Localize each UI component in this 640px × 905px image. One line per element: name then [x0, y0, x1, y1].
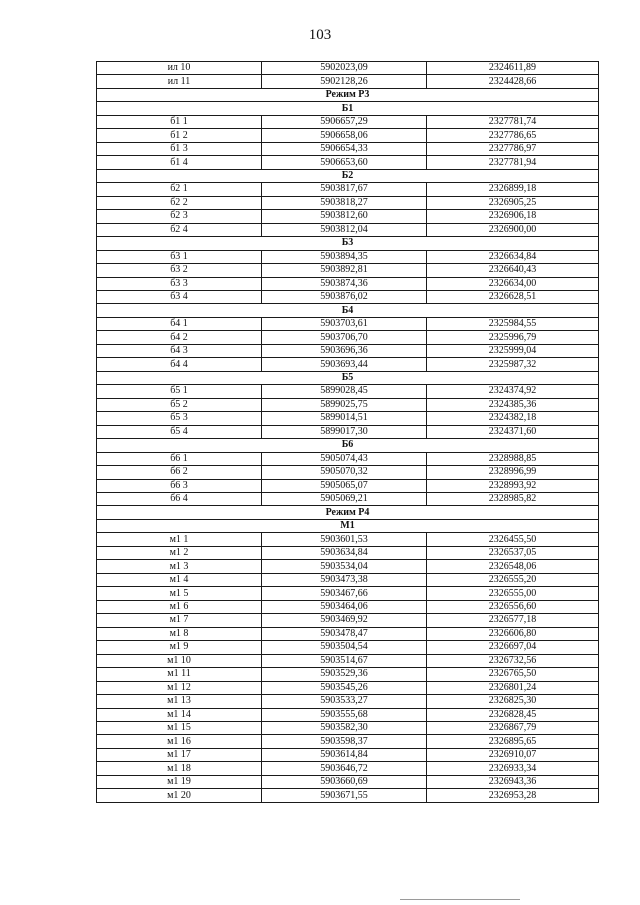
section-header-row — [97, 102, 599, 115]
table-row — [97, 466, 599, 479]
table-row — [97, 573, 599, 586]
x-coordinate-cell: 5902128,26 — [262, 75, 427, 88]
x-coordinate-cell: 5903671,55 — [262, 789, 427, 802]
y-coordinate-cell: 2326548,06 — [427, 560, 599, 573]
point-name-cell: б5 4 — [97, 425, 262, 438]
coordinates-table — [96, 61, 599, 803]
x-coordinate-cell: 5903876,02 — [262, 290, 427, 303]
y-coordinate-cell: 2326555,00 — [427, 587, 599, 600]
y-coordinate-cell: 2327781,74 — [427, 115, 599, 128]
x-coordinate-cell: 5902023,09 — [262, 62, 427, 75]
point-name-cell: м1 10 — [97, 654, 262, 667]
section-header-row — [97, 506, 599, 519]
page-number: 103 — [308, 27, 332, 43]
y-coordinate-cell: 2324385,36 — [427, 398, 599, 411]
point-name-cell: м1 8 — [97, 627, 262, 640]
x-coordinate-cell: 5903646,72 — [262, 762, 427, 775]
point-name-cell: ил 10 — [97, 62, 262, 75]
y-coordinate-cell: 2327786,65 — [427, 129, 599, 142]
coordinates-table-body — [97, 62, 599, 803]
x-coordinate-cell: 5903464,06 — [262, 600, 427, 613]
x-coordinate-cell: 5903478,47 — [262, 627, 427, 640]
y-coordinate-cell: 2325987,32 — [427, 358, 599, 371]
point-name-cell: б1 3 — [97, 142, 262, 155]
x-coordinate-cell: 5903812,04 — [262, 223, 427, 236]
y-coordinate-cell: 2326455,50 — [427, 533, 599, 546]
x-coordinate-cell: 5899025,75 — [262, 398, 427, 411]
y-coordinate-cell: 2324371,60 — [427, 425, 599, 438]
y-coordinate-cell: 2326953,28 — [427, 789, 599, 802]
table-row — [97, 412, 599, 425]
point-name-cell: м1 15 — [97, 721, 262, 734]
y-coordinate-cell: 2326697,04 — [427, 641, 599, 654]
point-name-cell: м1 13 — [97, 695, 262, 708]
section-header: Б4 — [97, 304, 599, 317]
y-coordinate-cell: 2326634,00 — [427, 277, 599, 290]
x-coordinate-cell: 5903696,36 — [262, 344, 427, 357]
point-name-cell: б6 4 — [97, 493, 262, 506]
section-header: Б5 — [97, 371, 599, 384]
point-name-cell: б6 2 — [97, 466, 262, 479]
point-name-cell: б6 1 — [97, 452, 262, 465]
point-name-cell: м1 9 — [97, 641, 262, 654]
x-coordinate-cell: 5906658,06 — [262, 129, 427, 142]
y-coordinate-cell: 2326640,43 — [427, 264, 599, 277]
x-coordinate-cell: 5903892,81 — [262, 264, 427, 277]
point-name-cell: б2 3 — [97, 210, 262, 223]
y-coordinate-cell: 2326910,07 — [427, 748, 599, 761]
section-header-row — [97, 519, 599, 532]
table-row — [97, 210, 599, 223]
y-coordinate-cell: 2326556,60 — [427, 600, 599, 613]
y-coordinate-cell: 2326628,51 — [427, 290, 599, 303]
point-name-cell: м1 7 — [97, 614, 262, 627]
table-row — [97, 493, 599, 506]
point-name-cell: б1 2 — [97, 129, 262, 142]
y-coordinate-cell: 2326906,18 — [427, 210, 599, 223]
table-row — [97, 129, 599, 142]
table-row — [97, 264, 599, 277]
x-coordinate-cell: 5903812,60 — [262, 210, 427, 223]
table-row — [97, 479, 599, 492]
table-row — [97, 223, 599, 236]
x-coordinate-cell: 5903582,30 — [262, 721, 427, 734]
y-coordinate-cell: 2326765,50 — [427, 668, 599, 681]
y-coordinate-cell: 2324611,89 — [427, 62, 599, 75]
x-coordinate-cell: 5903601,53 — [262, 533, 427, 546]
y-coordinate-cell: 2326555,20 — [427, 573, 599, 586]
y-coordinate-cell: 2328993,92 — [427, 479, 599, 492]
table-row — [97, 708, 599, 721]
table-row — [97, 775, 599, 788]
x-coordinate-cell: 5905069,21 — [262, 493, 427, 506]
table-row — [97, 75, 599, 88]
point-name-cell: м1 16 — [97, 735, 262, 748]
x-coordinate-cell: 5899014,51 — [262, 412, 427, 425]
table-row — [97, 250, 599, 263]
point-name-cell: б5 2 — [97, 398, 262, 411]
y-coordinate-cell: 2324382,18 — [427, 412, 599, 425]
point-name-cell: б4 4 — [97, 358, 262, 371]
table-row — [97, 196, 599, 209]
x-coordinate-cell: 5903614,84 — [262, 748, 427, 761]
point-name-cell: м1 6 — [97, 600, 262, 613]
y-coordinate-cell: 2326943,36 — [427, 775, 599, 788]
section-header-row — [97, 169, 599, 182]
section-header: Б2 — [97, 169, 599, 182]
table-row — [97, 290, 599, 303]
table-row — [97, 452, 599, 465]
y-coordinate-cell: 2326732,56 — [427, 654, 599, 667]
point-name-cell: м1 5 — [97, 587, 262, 600]
table-row — [97, 398, 599, 411]
point-name-cell: б1 1 — [97, 115, 262, 128]
section-header-row — [97, 439, 599, 452]
point-name-cell: м1 2 — [97, 546, 262, 559]
y-coordinate-cell: 2325999,04 — [427, 344, 599, 357]
section-header-row — [97, 304, 599, 317]
table-row — [97, 587, 599, 600]
y-coordinate-cell: 2326905,25 — [427, 196, 599, 209]
point-name-cell: б5 1 — [97, 385, 262, 398]
point-name-cell: м1 1 — [97, 533, 262, 546]
table-row — [97, 115, 599, 128]
y-coordinate-cell: 2327786,97 — [427, 142, 599, 155]
x-coordinate-cell: 5899028,45 — [262, 385, 427, 398]
y-coordinate-cell: 2324374,92 — [427, 385, 599, 398]
x-coordinate-cell: 5903706,70 — [262, 331, 427, 344]
table-row — [97, 344, 599, 357]
x-coordinate-cell: 5903818,27 — [262, 196, 427, 209]
x-coordinate-cell: 5903533,27 — [262, 695, 427, 708]
x-coordinate-cell: 5903894,35 — [262, 250, 427, 263]
point-name-cell: б2 1 — [97, 183, 262, 196]
section-header: Режим Р4 — [97, 506, 599, 519]
table-row — [97, 385, 599, 398]
x-coordinate-cell: 5903817,67 — [262, 183, 427, 196]
table-row — [97, 425, 599, 438]
section-header: Режим Р3 — [97, 88, 599, 101]
y-coordinate-cell: 2326828,45 — [427, 708, 599, 721]
point-name-cell: б5 3 — [97, 412, 262, 425]
point-name-cell: м1 19 — [97, 775, 262, 788]
point-name-cell: б3 1 — [97, 250, 262, 263]
y-coordinate-cell: 2326899,18 — [427, 183, 599, 196]
point-name-cell: б1 4 — [97, 156, 262, 169]
point-name-cell: м1 18 — [97, 762, 262, 775]
table-row — [97, 183, 599, 196]
x-coordinate-cell: 5903660,69 — [262, 775, 427, 788]
y-coordinate-cell: 2326933,34 — [427, 762, 599, 775]
x-coordinate-cell: 5903514,67 — [262, 654, 427, 667]
x-coordinate-cell: 5903467,66 — [262, 587, 427, 600]
table-row — [97, 681, 599, 694]
section-header-row — [97, 371, 599, 384]
x-coordinate-cell: 5906657,29 — [262, 115, 427, 128]
table-row — [97, 748, 599, 761]
x-coordinate-cell: 5903555,68 — [262, 708, 427, 721]
point-name-cell: м1 12 — [97, 681, 262, 694]
point-name-cell: м1 11 — [97, 668, 262, 681]
point-name-cell: м1 3 — [97, 560, 262, 573]
table-row — [97, 600, 599, 613]
table-row — [97, 156, 599, 169]
y-coordinate-cell: 2326537,05 — [427, 546, 599, 559]
point-name-cell: б4 2 — [97, 331, 262, 344]
section-header-row — [97, 88, 599, 101]
y-coordinate-cell: 2326634,84 — [427, 250, 599, 263]
y-coordinate-cell: 2326577,18 — [427, 614, 599, 627]
point-name-cell: м1 14 — [97, 708, 262, 721]
y-coordinate-cell: 2328985,82 — [427, 493, 599, 506]
table-row — [97, 735, 599, 748]
section-header: М1 — [97, 519, 599, 532]
x-coordinate-cell: 5903545,26 — [262, 681, 427, 694]
y-coordinate-cell: 2326900,00 — [427, 223, 599, 236]
section-header: Б6 — [97, 439, 599, 452]
x-coordinate-cell: 5905065,07 — [262, 479, 427, 492]
x-coordinate-cell: 5903504,54 — [262, 641, 427, 654]
table-row — [97, 789, 599, 802]
point-name-cell: б4 3 — [97, 344, 262, 357]
table-row — [97, 695, 599, 708]
x-coordinate-cell: 5903534,04 — [262, 560, 427, 573]
table-row — [97, 627, 599, 640]
x-coordinate-cell: 5903473,38 — [262, 573, 427, 586]
point-name-cell: б2 2 — [97, 196, 262, 209]
x-coordinate-cell: 5903598,37 — [262, 735, 427, 748]
y-coordinate-cell: 2324428,66 — [427, 75, 599, 88]
point-name-cell: ил 11 — [97, 75, 262, 88]
table-row — [97, 762, 599, 775]
x-coordinate-cell: 5903703,61 — [262, 317, 427, 330]
table-row — [97, 560, 599, 573]
table-row — [97, 546, 599, 559]
x-coordinate-cell: 5906653,60 — [262, 156, 427, 169]
y-coordinate-cell: 2326801,24 — [427, 681, 599, 694]
point-name-cell: б3 3 — [97, 277, 262, 290]
point-name-cell: б3 4 — [97, 290, 262, 303]
table-row — [97, 62, 599, 75]
table-row — [97, 358, 599, 371]
table-row — [97, 142, 599, 155]
y-coordinate-cell: 2326895,65 — [427, 735, 599, 748]
table-row — [97, 331, 599, 344]
x-coordinate-cell: 5903874,36 — [262, 277, 427, 290]
table-row — [97, 614, 599, 627]
x-coordinate-cell: 5903469,92 — [262, 614, 427, 627]
y-coordinate-cell: 2328996,99 — [427, 466, 599, 479]
y-coordinate-cell: 2325996,79 — [427, 331, 599, 344]
x-coordinate-cell: 5899017,30 — [262, 425, 427, 438]
x-coordinate-cell: 5903634,84 — [262, 546, 427, 559]
point-name-cell: б4 1 — [97, 317, 262, 330]
table-row — [97, 641, 599, 654]
x-coordinate-cell: 5903693,44 — [262, 358, 427, 371]
table-row — [97, 317, 599, 330]
x-coordinate-cell: 5903529,36 — [262, 668, 427, 681]
y-coordinate-cell: 2326606,80 — [427, 627, 599, 640]
scan-edge-mark — [400, 899, 520, 900]
table-row — [97, 654, 599, 667]
x-coordinate-cell: 5906654,33 — [262, 142, 427, 155]
point-name-cell: м1 4 — [97, 573, 262, 586]
y-coordinate-cell: 2328988,85 — [427, 452, 599, 465]
table-row — [97, 721, 599, 734]
x-coordinate-cell: 5905074,43 — [262, 452, 427, 465]
point-name-cell: б2 4 — [97, 223, 262, 236]
section-header-row — [97, 237, 599, 250]
table-row — [97, 277, 599, 290]
section-header: Б3 — [97, 237, 599, 250]
point-name-cell: б3 2 — [97, 264, 262, 277]
point-name-cell: б6 3 — [97, 479, 262, 492]
x-coordinate-cell: 5905070,32 — [262, 466, 427, 479]
y-coordinate-cell: 2326867,79 — [427, 721, 599, 734]
y-coordinate-cell: 2326825,30 — [427, 695, 599, 708]
point-name-cell: м1 17 — [97, 748, 262, 761]
table-row — [97, 533, 599, 546]
table-row — [97, 668, 599, 681]
section-header: Б1 — [97, 102, 599, 115]
y-coordinate-cell: 2325984,55 — [427, 317, 599, 330]
point-name-cell: м1 20 — [97, 789, 262, 802]
y-coordinate-cell: 2327781,94 — [427, 156, 599, 169]
